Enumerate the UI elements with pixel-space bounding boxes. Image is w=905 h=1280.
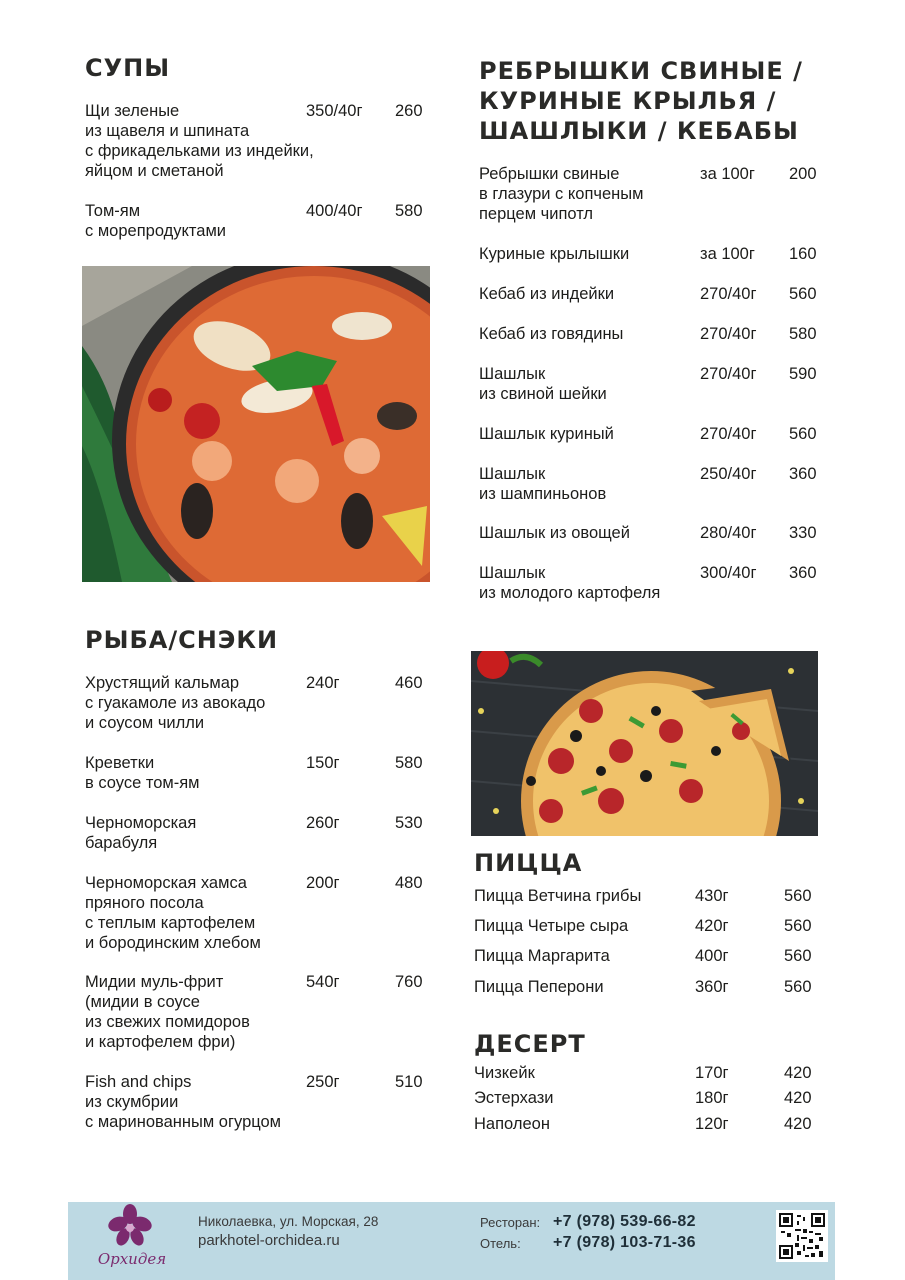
item-price: 420 bbox=[784, 1089, 812, 1107]
item-weight: 180г bbox=[695, 1089, 729, 1107]
dessert-title: ДЕСЕРТ bbox=[474, 1030, 586, 1058]
item-weight: 150г bbox=[306, 754, 340, 772]
item-price: 480 bbox=[395, 874, 423, 892]
item-price: 560 bbox=[784, 887, 812, 905]
ribs-title-line-3: ШАШЛЫКИ / КЕБАБЫ bbox=[479, 117, 799, 145]
item-name: Пицца Маргарита bbox=[474, 947, 610, 965]
item-name: Fish and chips из скумбрии с маринованным огурцом bbox=[85, 1073, 282, 1131]
item-weight: 430г bbox=[695, 887, 729, 905]
item-price: 360 bbox=[789, 564, 817, 582]
item-weight: 170г bbox=[695, 1064, 729, 1082]
item-price: 580 bbox=[789, 325, 817, 343]
item-price: 580 bbox=[395, 754, 423, 772]
item-price: 160 bbox=[789, 245, 817, 263]
item-name: Хрустящий кальмар с гуакамоле из авокадо и соусом чилли bbox=[85, 674, 266, 732]
item-price: 530 bbox=[395, 814, 423, 832]
item-name: Мидии муль-фрит (мидии в соусе из свежих помидоров и картофелем фри) bbox=[85, 973, 250, 1051]
item-weight: 270/40г bbox=[700, 365, 757, 383]
item-weight: 260г bbox=[306, 814, 340, 832]
item-price: 420 bbox=[784, 1064, 812, 1082]
item-price: 260 bbox=[395, 102, 423, 120]
item-name: Кебаб из говядины bbox=[479, 325, 624, 343]
item-price: 560 bbox=[784, 978, 812, 996]
orchid-flower-icon bbox=[90, 1204, 170, 1254]
item-name: Черноморская барабуля bbox=[85, 814, 197, 852]
address: Николаевка, ул. Морская, 28 bbox=[198, 1214, 379, 1229]
item-weight: 270/40г bbox=[700, 285, 757, 303]
item-price: 560 bbox=[784, 947, 812, 965]
item-price: 460 bbox=[395, 674, 423, 692]
pizza-photo bbox=[471, 651, 818, 836]
item-name: Пицца Четыре сыра bbox=[474, 917, 629, 935]
item-name: Шашлык куриный bbox=[479, 425, 614, 443]
item-weight: 420г bbox=[695, 917, 729, 935]
item-weight: 360г bbox=[695, 978, 729, 996]
item-price: 590 bbox=[789, 365, 817, 383]
item-price: 330 bbox=[789, 524, 817, 542]
item-price: 580 bbox=[395, 202, 423, 220]
item-name: Шашлык из свиной шейки bbox=[479, 365, 607, 403]
qr-code-icon[interactable] bbox=[776, 1210, 828, 1262]
item-weight: 540г bbox=[306, 973, 340, 991]
item-weight: 400г bbox=[695, 947, 729, 965]
item-price: 360 bbox=[789, 465, 817, 483]
pizza-illustration bbox=[471, 651, 818, 836]
restaurant-label: Ресторан: bbox=[480, 1215, 541, 1230]
item-weight: 280/40г bbox=[700, 524, 757, 542]
pizza-title: ПИЦЦА bbox=[474, 849, 583, 877]
ribs-title-line-2: КУРИНЫЕ КРЫЛЬЯ / bbox=[479, 87, 777, 115]
item-weight: 300/40г bbox=[700, 564, 757, 582]
item-name: Чизкейк bbox=[474, 1064, 535, 1082]
item-name: Кебаб из индейки bbox=[479, 285, 615, 303]
item-weight: 270/40г bbox=[700, 425, 757, 443]
item-weight: за 100г bbox=[700, 165, 755, 183]
item-name: Черноморская хамса пряного посола с теплым картофелем и бородинским хлебом bbox=[85, 874, 261, 952]
restaurant-phone[interactable]: +7 (978) 539-66-82 bbox=[553, 1213, 696, 1230]
item-name: Наполеон bbox=[474, 1115, 550, 1133]
item-name: Креветки в соусе том-ям bbox=[85, 754, 200, 792]
item-name: Ребрышки свиные в глазури с копченым перцем чипотл bbox=[479, 165, 644, 223]
soups-title: СУПЫ bbox=[85, 54, 171, 82]
item-weight: 250/40г bbox=[700, 465, 757, 483]
tom-yum-photo bbox=[82, 266, 430, 582]
item-price: 560 bbox=[789, 285, 817, 303]
item-name: Шашлык из молодого картофеля bbox=[479, 564, 661, 602]
item-name: Куриные крылышки bbox=[479, 245, 630, 263]
item-price: 510 bbox=[395, 1073, 423, 1091]
item-name: Том-ям с морепродуктами bbox=[85, 202, 227, 240]
item-price: 560 bbox=[784, 917, 812, 935]
tom-yum-illustration bbox=[82, 266, 430, 582]
item-name: Эстерхази bbox=[474, 1089, 554, 1107]
item-weight: 350/40г bbox=[306, 102, 363, 120]
fish-title: РЫБА/СНЭКИ bbox=[85, 626, 279, 654]
item-name: Пицца Пеперони bbox=[474, 978, 604, 996]
item-weight: 240г bbox=[306, 674, 340, 692]
orchid-logo[interactable] bbox=[90, 1204, 170, 1276]
item-name: Шашлык из овощей bbox=[479, 524, 630, 542]
ribs-title-line-1: РЕБРЫШКИ СВИНЫЕ / bbox=[479, 57, 803, 85]
item-price: 760 bbox=[395, 973, 423, 991]
item-name: Щи зеленые из щавеля и шпината с фрикадельками из индейки, яйцом и сметаной bbox=[85, 102, 314, 180]
logo-text: Орхидея bbox=[97, 1250, 167, 1268]
item-weight: 270/40г bbox=[700, 325, 757, 343]
item-name: Шашлык из шампиньонов bbox=[479, 465, 607, 503]
item-price: 420 bbox=[784, 1115, 812, 1133]
item-name: Пицца Ветчина грибы bbox=[474, 887, 642, 905]
item-weight: 400/40г bbox=[306, 202, 363, 220]
hotel-label: Отель: bbox=[480, 1236, 521, 1251]
item-weight: 120г bbox=[695, 1115, 729, 1133]
item-weight: 200г bbox=[306, 874, 340, 892]
website-link[interactable]: parkhotel-orchidea.ru bbox=[198, 1232, 340, 1249]
item-price: 560 bbox=[789, 425, 817, 443]
qr-code-pattern bbox=[779, 1213, 825, 1259]
item-weight: 250г bbox=[306, 1073, 340, 1091]
item-weight: за 100г bbox=[700, 245, 755, 263]
hotel-phone[interactable]: +7 (978) 103-71-36 bbox=[553, 1234, 696, 1251]
footer bbox=[68, 1202, 835, 1280]
item-price: 200 bbox=[789, 165, 817, 183]
